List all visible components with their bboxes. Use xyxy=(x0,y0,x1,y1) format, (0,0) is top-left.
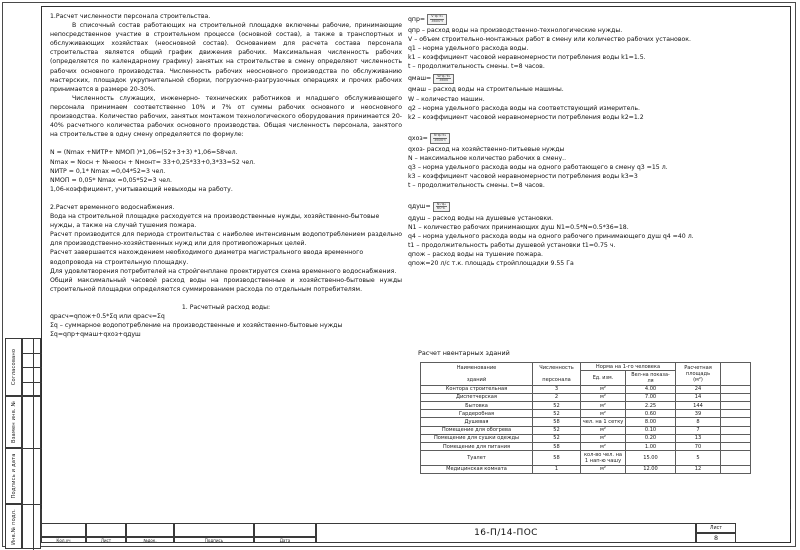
left-text-column xyxy=(50,12,402,339)
title-block-cell-ndok xyxy=(126,523,174,537)
cell-spare xyxy=(721,385,751,393)
stamp-grid-bottom xyxy=(22,396,41,549)
cell-value: 0.60 xyxy=(626,410,676,418)
cell-spare xyxy=(721,410,751,418)
formula-sum-q: Σq=qпр+qмаш+qхоз+qдуш xyxy=(50,331,141,339)
title-block-header-podpis: Подпись xyxy=(174,537,254,543)
cell-spare xyxy=(721,426,751,434)
cell-spare xyxy=(721,393,751,401)
table-row xyxy=(421,451,751,465)
formula-qhoz-row xyxy=(408,132,790,145)
cell-area: 70 xyxy=(676,443,721,451)
cell-count: 2 xyxy=(533,393,581,401)
cell-name: Гардеробная xyxy=(421,410,533,418)
table-row xyxy=(421,402,751,410)
formula-qdush-fraction-image xyxy=(433,202,450,213)
cell-value: 8.00 xyxy=(626,418,676,426)
cell-value: 7.00 xyxy=(626,393,676,401)
formula-qhoz-numerator: N·q₃·k₃ xyxy=(433,133,447,138)
formula-qhoz-fraction-image xyxy=(430,133,450,144)
table-row xyxy=(421,385,751,393)
cell-count: 58 xyxy=(533,451,581,465)
qdush-description: qдуш – расход воды на душевые установки. xyxy=(408,214,554,222)
th-count xyxy=(533,363,581,386)
qpr-t-description: t – продолжительность смены. t=8 часов. xyxy=(408,63,545,71)
th-name xyxy=(421,363,533,386)
formula-qmash-label: qмаш= xyxy=(408,75,432,83)
stamp-grid-top xyxy=(22,338,41,396)
cell-spare xyxy=(721,443,751,451)
qdush-n1-description: N1 – количество рабочих принимающих душ N1=0.5*N=0.5*36=18. xyxy=(408,223,629,231)
cell-count: 58 xyxy=(533,418,581,426)
cell-name: Контора строительная xyxy=(421,385,533,393)
inventory-table-head xyxy=(421,363,751,386)
section2-heading: 2.Расчет временного водоснабжения. xyxy=(50,203,175,211)
th-value-line1: Вел-на показа- xyxy=(631,371,670,378)
cell-value: 15.00 xyxy=(626,451,676,465)
table-row xyxy=(421,443,751,451)
th-count-line2: персонала xyxy=(542,376,571,383)
cell-count: 1 xyxy=(533,465,581,473)
title-block-cell-podpis xyxy=(174,523,254,537)
cell-count: 52 xyxy=(533,402,581,410)
formula-qhoz-denominator: 3600·t xyxy=(434,137,446,142)
cell-area: 13 xyxy=(676,434,721,442)
cell-count: 58 xyxy=(533,443,581,451)
formula-n-total: N = (Nmax +NИТР+ NМОП )*1,06=(52+3+3) *1,06=58чел. xyxy=(50,149,238,157)
formula-qdush-numerator: N₁·q₄ xyxy=(436,201,446,206)
section2-para3: Вода на строительной площадке расходуется на производственные нужды, хозяйственно-бытовые нужды, а также на случай тушения пожара. xyxy=(50,213,380,230)
cell-area: 14 xyxy=(676,393,721,401)
cell-value: 2.25 xyxy=(626,402,676,410)
qmash-k2-description: k2 – коэффициент часовой неравномерности потребления воды k2=1.2 xyxy=(408,113,644,121)
formula-qdush-denominator: 60·t₁ xyxy=(436,206,446,211)
formula-nmax: Nmax = Nосн + Nнеосн + Nмонт= 33+0,25*33+0,3*33=52 чел. xyxy=(50,158,256,166)
table-row xyxy=(421,434,751,442)
bottom-title-block xyxy=(41,509,791,543)
th-value-line2: ля xyxy=(647,377,654,384)
qhoz-q3-description: q3 – норма удельного расхода воды на одного работающего в смену q3 =15 л. xyxy=(408,164,668,172)
document-code: 16-П/14-ПОС xyxy=(316,523,696,543)
qhoz-t-description: t – продолжительность смены. t=8 часов. xyxy=(408,182,545,190)
subsection-heading-raschet-rashod: 1. Расчетный расход воды: xyxy=(181,304,271,311)
formula-qmash-fraction-image xyxy=(433,74,454,85)
cell-count: 52 xyxy=(533,426,581,434)
qhoz-description: qхоз- расход на хозяйственно-питьевые нужды xyxy=(408,145,565,153)
th-unit: Ед. изм. xyxy=(581,371,626,385)
formula-qpr-label: qпр= xyxy=(408,15,426,23)
qdush-q4-description: q4 – норма удельного расхода воды на одного рабочего принимающего душ q4 =40 л. xyxy=(408,232,694,240)
stamp-label-inv-podl: Инв.№ подл. xyxy=(10,508,17,545)
title-block-top-row xyxy=(41,509,791,523)
cell-count: 52 xyxy=(533,410,581,418)
stamp-label-podpis-data: Подпись и дата xyxy=(10,453,17,499)
cell-unit: м² xyxy=(581,402,626,410)
cell-spare xyxy=(721,434,751,442)
qpr-description: qпр – расход воды на производственно-технологические нужды. xyxy=(408,27,623,34)
cell-name: Помещение для сушки одежды xyxy=(421,434,533,442)
cell-unit: кол-во чел. на 1 нап-ю чашу xyxy=(581,451,626,465)
table-row xyxy=(421,426,751,434)
title-block-cell-data xyxy=(254,523,316,537)
qpr-v-description: V – объем строительно-монтажных работ в смену или количество рабочих установок. xyxy=(408,36,691,44)
cell-name: Помещение для обогрева xyxy=(421,426,533,434)
table-header-row-1 xyxy=(421,363,751,371)
cell-value: 0.10 xyxy=(626,426,676,434)
cell-count: 52 xyxy=(533,434,581,442)
formula-nmop: NМОП = 0,05* Nmax =0,05*52=3 чел. xyxy=(50,176,172,184)
section2-para4: Расчет производится для периода строительства с наиболее интенсивным водопотреблением раздельно для производственно-хозяйственных нужд или для противопожарных целей. xyxy=(50,231,402,248)
cell-name: Помещение для питания xyxy=(421,443,533,451)
cell-spare xyxy=(721,402,751,410)
stamp-cell-soglasovano xyxy=(5,338,22,396)
qmash-w-description: W – количество машин. xyxy=(408,95,485,103)
th-count-line1: Численность xyxy=(539,364,574,371)
cell-area: 5 xyxy=(676,451,721,465)
table-row xyxy=(421,410,751,418)
formula-coefficient-note: 1,06-коэффициент, учитывающий невыходы на работу. xyxy=(50,185,233,193)
table-row xyxy=(421,418,751,426)
formula-qmash-row xyxy=(408,72,790,85)
cell-value: 12.00 xyxy=(626,465,676,473)
formula-qrasch: qрасч=qпож+0.5*Σq или qрасч=Σq xyxy=(50,313,165,321)
qdush-t1-description: t1 – продолжительность работы душевой установки t1=0.75 ч. xyxy=(408,241,616,249)
th-area-line2: площадь xyxy=(685,370,711,377)
qpr-k1-description: k1 – коэффициент часовой неравномерности потребления воды k1=1.5. xyxy=(408,54,646,62)
cell-area: 7 xyxy=(676,426,721,434)
cell-unit: м² xyxy=(581,434,626,442)
title-block-cell-koluch xyxy=(41,523,86,537)
stamp-cell-inv-podl xyxy=(5,504,22,549)
formula-qpr-row xyxy=(408,13,790,26)
formula-qpr-fraction-image xyxy=(427,14,447,25)
section1-para2: Численность служащих, инженерно- технических работников и младшего обслуживающего персонала принимаем соответственно 10% и 7% от суммы рабочих основного и неосновного производства. Количество рабочих, занятых монтажом технологического оборудования принимается 20-40% расчетного количества рабочих основного производства. Общая численность персонала, занятого на строительстве в одну смену определяется по формуле: xyxy=(50,94,402,139)
cell-value: 1.00 xyxy=(626,443,676,451)
formula-qmash-denominator: 3600 xyxy=(439,78,449,83)
formula-qhoz-label: qхоз= xyxy=(408,134,428,142)
inventory-table xyxy=(420,362,751,474)
qmash-q2-description: q2 – норма удельного расхода воды на соответствующий измеритель. xyxy=(408,104,640,112)
table-row xyxy=(421,465,751,473)
cell-count: 3 xyxy=(533,385,581,393)
section1-heading: 1.Расчет численности персонала строительства. xyxy=(50,13,211,20)
qmash-description: qмаш – расход воды на строительные машины. xyxy=(408,86,564,94)
th-name-line2: зданий xyxy=(466,376,487,383)
th-name-line1: Наименование xyxy=(456,364,497,371)
cell-area: 24 xyxy=(676,385,721,393)
stamp-cell-vzamen-inv xyxy=(5,396,22,448)
table-row xyxy=(421,393,751,401)
section2-para5: Расчет завершается нахождением необходимого диаметра магистрального ввода временного водопровода на строительную площадку. xyxy=(50,249,364,266)
cell-unit: м² xyxy=(581,385,626,393)
cell-area: 8 xyxy=(676,418,721,426)
qhoz-n-description: N – максимальное количество рабочих в смену.. xyxy=(408,155,567,163)
title-block-header-ndok: №док. xyxy=(126,537,174,543)
sheet-number: 8 xyxy=(696,533,736,543)
qpozh-description: qпож – расход воды на тушение пожара. xyxy=(408,250,543,258)
cell-name: Бытовка xyxy=(421,402,533,410)
cell-spare xyxy=(721,451,751,465)
inventory-table-body xyxy=(421,385,751,473)
cell-unit: м² xyxy=(581,410,626,418)
cell-name: Душевая xyxy=(421,418,533,426)
th-norm-group: Норма на 1-го человека xyxy=(581,363,676,371)
formula-qdush-label: qдуш= xyxy=(408,203,431,211)
cell-unit: м² xyxy=(581,426,626,434)
title-block-header-data: Дата xyxy=(254,537,316,543)
inventory-table-title: Расчет нвентарных зданий xyxy=(418,349,510,357)
th-spare xyxy=(721,363,751,386)
th-value xyxy=(626,371,676,385)
th-area-line3: (м²) xyxy=(693,376,703,383)
cell-unit: чел. на 1 сетку xyxy=(581,418,626,426)
title-block-header-list: Лист xyxy=(86,537,126,543)
formula-qdush-row xyxy=(408,201,790,214)
qhoz-k3-description: k3 – коэффициент часовой неравномерности потребления воды k3=3 xyxy=(408,173,638,181)
cell-area: 39 xyxy=(676,410,721,418)
cell-value: 4.00 xyxy=(626,385,676,393)
qpr-q1-description: q1 – норма удельного расхода воды. xyxy=(408,45,529,53)
stamp-label-soglasovano: Согласовано xyxy=(10,348,17,386)
cell-value: 0.20 xyxy=(626,434,676,442)
title-block-cell-list xyxy=(86,523,126,537)
cell-spare xyxy=(721,418,751,426)
cell-name: Туалет xyxy=(421,451,533,465)
formula-qpr-denominator: 3600·t xyxy=(431,18,443,23)
title-block-header-koluch: Кол.уч xyxy=(41,537,86,543)
th-area-line1: Расчетная xyxy=(684,364,712,371)
cell-area: 12 xyxy=(676,465,721,473)
cell-spare xyxy=(721,465,751,473)
stamp-cell-podpis-data xyxy=(5,448,22,504)
th-area xyxy=(676,363,721,386)
right-text-column xyxy=(408,12,790,268)
qpozh-value: qпож=20 л/с т.к. площадь стройплощадки 9.55 Га xyxy=(408,259,574,267)
formula-sum-q-desc: Σq – суммарное водопотребление на производственные и хозяйственно-бытовые нужды xyxy=(50,322,343,330)
cell-unit: м² xyxy=(581,443,626,451)
formula-qmash-numerator: W·q₂·k₂ xyxy=(437,73,451,78)
sheet-label: Лист xyxy=(696,523,736,533)
left-margin-stamp xyxy=(5,6,41,543)
stamp-label-vzamen-inv: Взамен инв. № xyxy=(10,400,17,444)
cell-area: 144 xyxy=(676,402,721,410)
cell-unit: м² xyxy=(581,393,626,401)
section2-para7: Общий максимальный часовой расход воды на производственные и хозяйственно-бытовые нужды строительной площадки определяются суммированием расхода по отдельным потребителям. xyxy=(50,276,402,293)
section2-para6: Для удовлетворения потребителей на стройгенплане проектируется схема временного водоснабжения. xyxy=(50,267,397,275)
cell-name: Диспетчерская xyxy=(421,393,533,401)
formula-nitr: NИТР = 0,1* Nmax =0,04*52=3 чел. xyxy=(50,167,166,175)
section1-para1: В списочный состав работающих на строительной площадке включены рабочие, принимающие непосредственное участие в строительном процессе (основной состав), а также в транспортных и обслуживающих хозяйствах (неосновной состав). Основанием для расчета состава персонала строительства является общий график движения рабочих. Максимальная численность рабочих (определяется по календарному графику) занятых на строительстве в смену определяют численность рабочих основного производства. Численность рабочих неосновного производства по обслуживанию мастерских, площадок укрупнительной сборки, погрузочно-разгрузочных операциях и прочих рабочих принимается в размере 20-30%. xyxy=(50,22,402,93)
cell-name: Медицинская комната xyxy=(421,465,533,473)
cell-unit: м² xyxy=(581,465,626,473)
formula-qpr-numerator: V·q₁·k₁ xyxy=(431,14,444,19)
